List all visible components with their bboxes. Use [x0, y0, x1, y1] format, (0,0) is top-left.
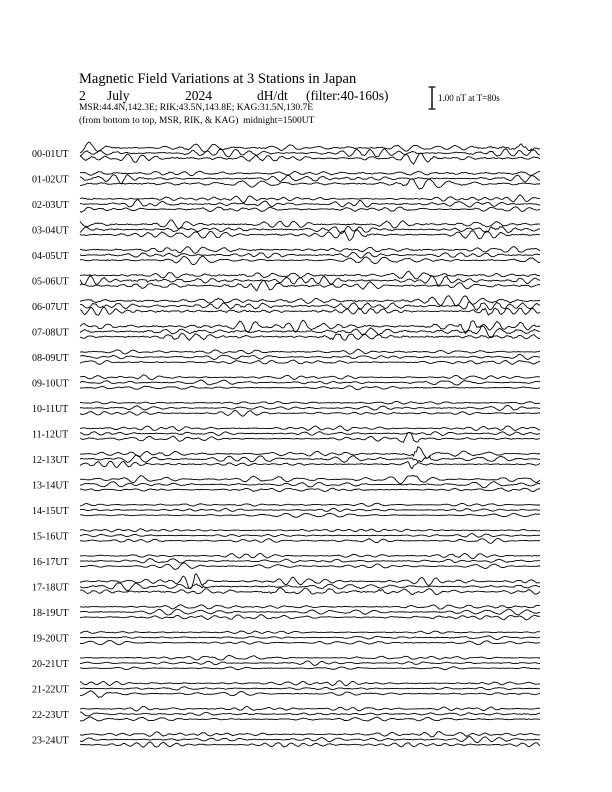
trace-03-04UT-MSR: [80, 230, 540, 241]
trace-06-07UT-MSR: [80, 307, 540, 315]
trace-11-12UT-RIK: [80, 432, 540, 436]
trace-00-01UT-KAG: [80, 142, 540, 153]
trace-07-08UT-MSR: [80, 334, 540, 341]
hour-label-12-13UT: 12-13UT: [32, 455, 69, 466]
midnight-note: midnight=1500UT: [243, 116, 315, 126]
hour-label-21-22UT: 21-22UT: [32, 684, 69, 696]
trace-21-22UT-MSR: [80, 691, 540, 697]
hour-label-13-14UT: 13-14UT: [32, 480, 69, 492]
hour-label-07-08UT: 07-08UT: [32, 327, 69, 339]
trace-19-20UT-RIK: [80, 636, 540, 640]
trace-21-22UT-RIK: [80, 687, 540, 690]
trace-02-03UT-KAG: [80, 195, 540, 203]
trace-18-19UT-RIK: [80, 609, 540, 615]
trace-14-15UT-MSR: [80, 513, 540, 517]
trace-19-20UT-KAG: [80, 631, 540, 634]
trace-04-05UT-MSR: [80, 256, 540, 264]
hour-label-22-23UT: 22-23UT: [32, 710, 69, 721]
trace-03-04UT-RIK: [80, 226, 540, 233]
trace-02-03UT-RIK: [80, 199, 540, 207]
trace-02-03UT-MSR: [80, 207, 540, 212]
trace-08-09UT-KAG: [80, 349, 540, 354]
trace-20-21UT-KAG: [80, 655, 540, 660]
trace-23-24UT-KAG: [80, 732, 540, 737]
scale-label: 1.00 nT at T=80s: [438, 93, 500, 103]
hour-label-19-20UT: 19-20UT: [32, 633, 69, 645]
stations-line: MSR:44.4N,142.3E; RIK:43.5N,143.8E; KAG:31.5N,130.7E: [79, 103, 314, 113]
hour-label-08-09UT: 08-09UT: [32, 353, 69, 364]
trace-06-07UT-KAG: [80, 296, 540, 306]
trace-18-19UT-MSR: [80, 615, 540, 620]
trace-00-01UT-RIK: [80, 149, 540, 157]
trace-09-10UT-RIK: [80, 380, 540, 385]
trace-13-14UT-MSR: [80, 488, 540, 492]
trace-09-10UT-MSR: [80, 386, 540, 390]
hour-label-03-04UT: 03-04UT: [32, 225, 69, 237]
hour-label-23-24UT: 23-24UT: [32, 735, 69, 747]
trace-18-19UT-KAG: [80, 605, 540, 609]
trace-01-02UT-KAG: [80, 171, 540, 175]
trace-08-09UT-MSR: [80, 360, 540, 364]
trace-05-06UT-KAG: [80, 271, 540, 279]
trace-13-14UT-RIK: [80, 481, 540, 487]
trace-14-15UT-KAG: [80, 503, 540, 506]
trace-22-23UT-KAG: [80, 706, 540, 711]
trace-15-16UT-MSR: [80, 538, 540, 543]
hour-label-05-06UT: 05-06UT: [32, 276, 69, 288]
trace-07-08UT-RIK: [80, 326, 540, 337]
hour-label-17-18UT: 17-18UT: [32, 582, 69, 594]
trace-13-14UT-KAG: [80, 475, 540, 484]
trace-23-24UT-RIK: [80, 736, 540, 742]
trace-14-15UT-RIK: [80, 508, 540, 511]
trace-04-05UT-KAG: [80, 247, 540, 254]
trace-22-23UT-MSR: [80, 717, 540, 721]
trace-10-11UT-RIK: [80, 405, 540, 410]
trace-20-21UT-RIK: [80, 661, 540, 665]
trace-23-24UT-MSR: [80, 742, 540, 747]
hour-label-11-12UT: 11-12UT: [32, 429, 69, 441]
date-year: 2024: [185, 88, 212, 103]
filter-label: (filter:40-160s): [306, 88, 389, 103]
date-day: 2: [79, 88, 86, 103]
quantity-label: dH/dt: [257, 88, 288, 103]
trace-15-16UT-KAG: [80, 529, 540, 532]
trace-12-13UT-KAG: [80, 447, 540, 458]
trace-15-16UT-RIK: [80, 534, 540, 538]
trace-16-17UT-MSR: [80, 563, 540, 570]
hour-label-20-21UT: 20-21UT: [32, 659, 69, 670]
order-note: (from bottom to top, MSR, RIK, & KAG): [79, 116, 239, 126]
trace-19-20UT-MSR: [80, 641, 540, 645]
trace-22-23UT-RIK: [80, 712, 540, 716]
trace-10-11UT-KAG: [80, 401, 540, 404]
trace-12-13UT-MSR: [80, 461, 540, 468]
hour-label-10-11UT: 10-11UT: [32, 404, 69, 415]
trace-04-05UT-RIK: [80, 252, 540, 258]
trace-00-01UT-MSR: [80, 153, 540, 164]
hour-label-18-19UT: 18-19UT: [32, 608, 69, 619]
trace-17-18UT-MSR: [80, 588, 540, 595]
hour-label-00-01UT: 00-01UT: [32, 149, 69, 160]
trace-20-21UT-MSR: [80, 667, 540, 670]
hour-label-06-07UT: 06-07UT: [32, 302, 69, 313]
trace-11-12UT-KAG: [80, 426, 540, 431]
trace-17-18UT-RIK: [80, 583, 540, 591]
trace-16-17UT-KAG: [80, 553, 540, 558]
hour-label-02-03UT: 02-03UT: [32, 200, 69, 211]
trace-05-06UT-MSR: [80, 280, 540, 290]
hour-label-14-15UT: 14-15UT: [32, 506, 69, 517]
trace-21-22UT-KAG: [80, 681, 540, 686]
chart-title: Magnetic Field Variations at 3 Stations in Japan: [79, 71, 357, 87]
trace-09-10UT-KAG: [80, 375, 540, 380]
trace-16-17UT-RIK: [80, 559, 540, 563]
hour-label-09-10UT: 09-10UT: [32, 378, 69, 390]
hour-label-15-16UT: 15-16UT: [32, 531, 69, 543]
trace-03-04UT-KAG: [80, 220, 540, 229]
date-month: July: [107, 88, 130, 103]
hour-label-04-05UT: 04-05UT: [32, 251, 69, 262]
hour-label-16-17UT: 16-17UT: [32, 557, 69, 568]
trace-08-09UT-RIK: [80, 354, 540, 359]
hour-label-01-02UT: 01-02UT: [32, 174, 69, 186]
trace-01-02UT-MSR: [80, 179, 540, 189]
trace-10-11UT-MSR: [80, 410, 540, 416]
